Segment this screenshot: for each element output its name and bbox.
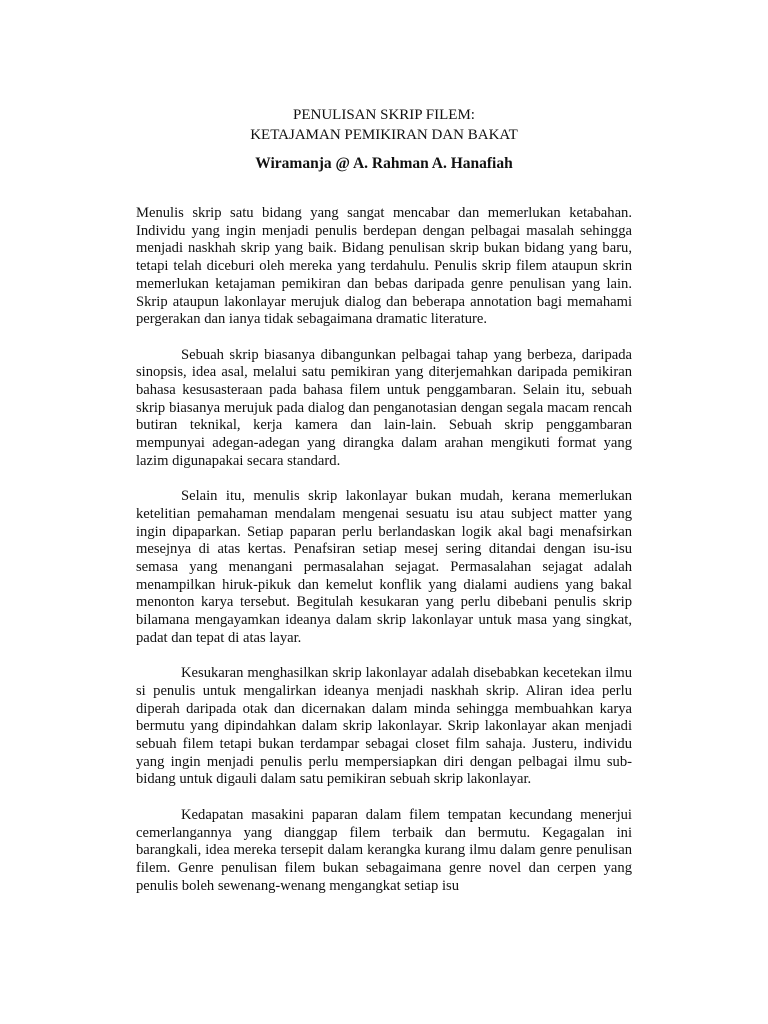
article-body xyxy=(136,205,632,913)
title-line-2: KETAJAMAN PEMIKIRAN DAN BAKAT xyxy=(250,127,518,143)
paragraph: Selain itu, menulis skrip lakonlayar bukan mudah, kerana memerlukan ketelitian pemahaman mendalam mengenai sesuatu isu atau subject matter yang ingin dipaparkan. Setiap paparan perlu berlandaskan logik akal bagi menafsirkan mesejnya di atas kertas. Penafsiran setiap mesej sering ditandai dengan isu-isu semasa yang menangani permasalahan sejagat. Permasalahan sejagat adalah menampilkan hiruk-pikuk dan kemelut konflik yang dialami audiens yang bakal menonton karya tersebut. Begitulah kesukaran yang perlu dibebani penulis skrip bilamana mengayamkan ideanya dalam skrip lakonlayar untuk masa yang singkat, padat dan tepat di atas layar. xyxy=(136,488,632,646)
paragraph: Kedapatan masakini paparan dalam filem tempatan kecundang menerjui cemerlangannya yang dianggap filem terbaik dan bermutu. Kegagalan ini barangkali, idea mereka tersepit dalam kerangka kurang ilmu dalam genre penulisan filem. Genre penulisan filem bukan sebagaimana genre novel dan cerpen yang penulis boleh sewenang-wenang mengangkat setiap isu xyxy=(136,806,632,894)
paragraph: Sebuah skrip biasanya dibangunkan pelbagai tahap yang berbeza, daripada sinopsis, idea asal, melalui satu pemikiran yang diterjemahkan daripada pemikiran bahasa kesusasteraan pada bahasa filem untuk penggambaran. Selain itu, sebuah skrip biasanya merujuk pada dialog dan penganotasian dengan segala macam rencah butiran teknikal, kerja kamera dan lain-lain. Sebuah skrip penggambaran mempunyai adegan-adegan yang dirangka dalam arahan mengikuti format yang lazim digunapakai secara standard. xyxy=(136,346,632,469)
author-byline: Wiramanja @ A. Rahman A. Hanafiah xyxy=(255,155,513,172)
document-title xyxy=(0,105,768,145)
title-line-1: PENULISAN SKRIP FILEM: xyxy=(293,107,475,123)
paragraph: Kesukaran menghasilkan skrip lakonlayar adalah disebabkan kecetekan ilmu si penulis untuk mengalirkan ideanya menjadi naskhah skrip. Aliran idea perlu diperah daripada otak dan dicernakan dalam minda sehingga membuahkan karya bermutu yang dipindahkan dalam skrip lakonlayar. Skrip lakonlayar akan menjadi sebuah filem tetapi bukan terdampar sebagai closet film sahaja. Justeru, individu yang ingin menjadi penulis perlu mempersiapkan diri dengan pelbagai ilmu sub-bidang untuk digauli dalam satu pemikiran sebuah skrip lakonlayar. xyxy=(136,665,632,788)
paragraph: Menulis skrip satu bidang yang sangat mencabar dan memerlukan ketabahan. Individu yang ingin menjadi penulis berdepan dengan pelbagai masalah sehingga menjadi naskhah skrip yang baik. Bidang penulisan skrip bukan bidang yang baru, tetapi telah diceburi oleh mereka yang terdahulu. Penulis skrip filem ataupun skrin memerlukan ketajaman pemikiran dan bebas daripada genre penulisan yang lain. Skrip ataupun lakonlayar merujuk dialog dan beberapa annotation bagi memahami pergerakan dan ianya tidak sebagaimana dramatic literature. xyxy=(136,205,632,328)
